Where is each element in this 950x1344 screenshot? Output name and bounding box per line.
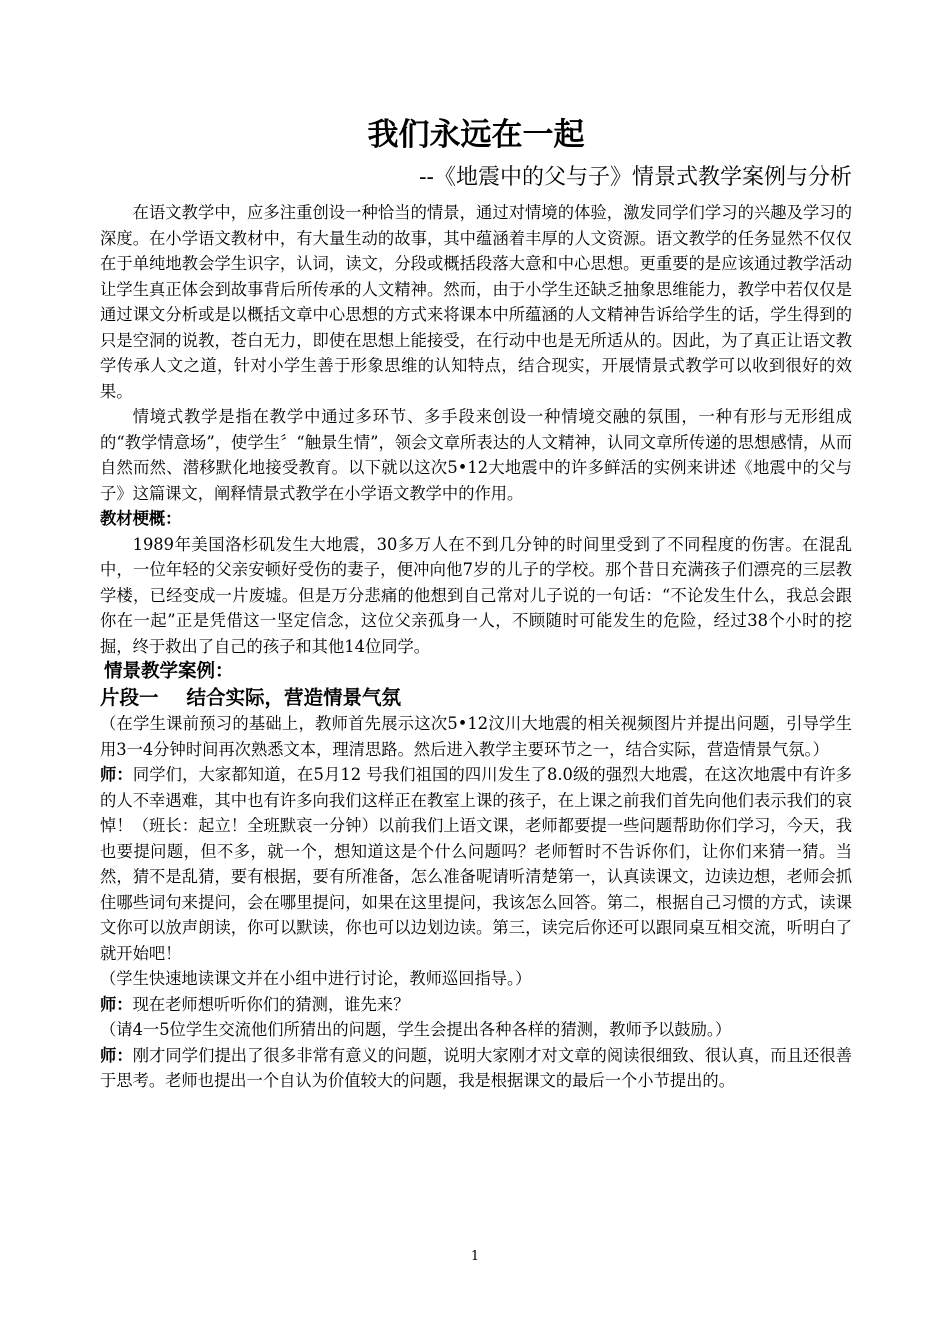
document-subtitle: --《地震中的父与子》情景式教学案例与分析 bbox=[419, 165, 852, 190]
speaker-label: 师： bbox=[100, 1045, 133, 1065]
page-number: 1 bbox=[470, 1249, 480, 1264]
material-label: 教材梗概： bbox=[100, 509, 182, 528]
material-paragraph: 1989年美国洛杉矶发生大地震，30多万人在不到几分钟的时间里受到了不同程度的伤害。在混乱中，一位年轻的父亲安顿好受伤的妻子，便冲向他7岁的儿子的学校。那个昔日充满孩子们漂亮的三层教学楼，已经变成一片废墟。但是万分悲痛的他想到自己常对儿子说的一句话：“不论发生什么，我总会跟你在一起”正是凭借这一坚定信念，这位父亲孤身一人，不顾随时可能发生的危险，经过38个小时的挖掘，终于救出了自己的孩子和其他14位同学。 bbox=[100, 534, 852, 656]
fragment-number: 片段一 bbox=[100, 686, 159, 709]
speaker-label: 师： bbox=[100, 765, 133, 784]
dialogue-text: 同学们，大家都知道，在5月12 号我们祖国的四川发生了8.0级的强烈大地震，在这次地震中有许多的人不幸遇难，其中也有许多向我们这样正在教室上课的孩子，在上课之前我们首先向他们表示我们的哀悼！（班长：起立！全班默哀一分钟）以前我们上语文课，老师都要提一些问题帮助你们学习，今天，我也要提问题，但不多，就一个，想知道这是个什么问题吗？老师暂时不告诉你们，让你们来猜一猜。当然，猜不是乱猜，要有根据，要有所准备，怎么准备呢请听清楚第一，认真读课文，边读边想，老师会抓住哪些词句来提问，会在哪里提问，如果在这里提问，我该怎么回答。第二，根据自己习惯的方式，读课文你可以放声朗读，你可以默读，你也可以边划边读。第三，读完后你还可以跟同桌互相交流，听明白了就开始吧！ bbox=[100, 765, 852, 963]
dialogue-line bbox=[100, 1017, 852, 1043]
intro-paragraph-1: 在语文教学中，应多注重创设一种恰当的情景，通过对情境的体验，激发同学们学习的兴趣及学习的深度。在小学语文教材中，有大量生动的故事，其中蕴涵着丰厚的人文资源。语文教学的任务显然不仅仅在于单纯地教会学生识字，认词，读文，分段或概括段落大意和中心思想。更重要的是应该通过教学活动让学生真正体会到故事背后所传承的人文精神。然而，由于小学生还缺乏抽象思维能力，教学中若仅仅是通过课文分析或是以概括文章中心思想的方式来将课本中所蕴涵的人文精神告诉给学生的话，学生得到的只是空洞的说教，苍白无力，即使在思想上能接受，在行动中也是无所适从的。因此，为了真正让语文教学传承人文之道，针对小学生善于形象思维的认知特点，结合现实，开展情景式教学可以收到很好的效果。 bbox=[100, 203, 852, 401]
case-heading: 情景教学案例： bbox=[104, 661, 234, 682]
dialogue-line bbox=[100, 992, 852, 1018]
intro-paragraph-2: 情境式教学是指在教学中通过多环节、多手段来创设一种情境交融的氛围，一种有形与无形组成的“教学情意场”，使学生〞“触景生情”，领会文章所表达的人文精神，认同文章所传递的思想感情，从而自然而然、潜移默化地接受教育。以下就以这次5•12大地震中的许多鲜活的实例来讲述《地震中的父与子》这篇课文，阐释情景式教学在小学语文教学中的作用。 bbox=[100, 407, 852, 503]
dialogue-text: （学生快速地读课文并在小组中进行讨论，教师巡回指导。） bbox=[100, 969, 532, 988]
dialogue-line bbox=[100, 762, 852, 966]
dialogue-line bbox=[100, 1043, 852, 1094]
dialogue-text: （请4一5位学生交流他们所猜出的问题，学生会提出各种各样的猜测，教师予以鼓励。） bbox=[100, 1020, 732, 1039]
dialogue-text: （在学生课前预习的基础上，教师首先展示这次5•12汶川大地震的相关视频图片并提出问题，引导学生用3一4分钟时间再次熟悉文本，理清思路。然后进入教学主要环节之一，结合实际，营造情景气氛。） bbox=[100, 714, 852, 759]
dialogue-line bbox=[100, 966, 852, 992]
dialogue-text: 刚才同学们提出了很多非常有意义的问题，说明大家刚才对文章的阅读很细致、很认真，而且还很善于思考。老师也提出一个自认为价值较大的问题，我是根据课文的最后一个小节提出的。 bbox=[100, 1045, 852, 1090]
document-title: 我们永远在一起 bbox=[367, 117, 585, 153]
fragment-name: 结合实际，营造情景气氛 bbox=[186, 686, 402, 709]
fragment-heading bbox=[100, 685, 852, 711]
document-page bbox=[100, 110, 852, 1094]
speaker-label: 师： bbox=[100, 994, 133, 1014]
dialogue-text: 现在老师想听听你们的猜测，谁先来？ bbox=[132, 994, 410, 1014]
dialogue-line bbox=[100, 711, 852, 762]
